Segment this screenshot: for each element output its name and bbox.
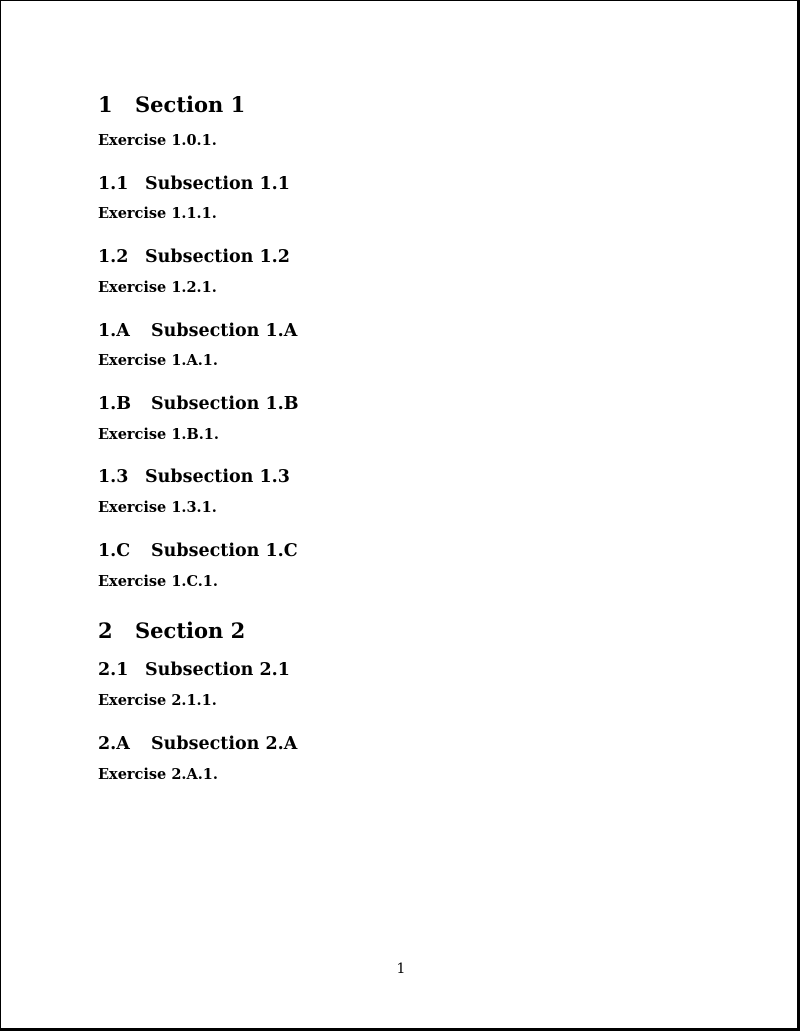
section-title: Section 2 — [135, 618, 246, 643]
section-title: Section 1 — [135, 92, 246, 117]
page-number: 1 — [396, 961, 406, 977]
subsection-heading — [98, 394, 299, 414]
subsection-title: Subsection 1.1 — [145, 174, 290, 194]
exercise-label: Exercise 1.A.1. — [98, 352, 218, 369]
section-heading — [98, 618, 245, 643]
subsection-title: Subsection 1.3 — [145, 467, 290, 487]
subsection-heading — [98, 247, 290, 267]
exercise-label: Exercise 2.1.1. — [98, 692, 217, 709]
subsection-heading — [98, 321, 297, 341]
exercise-label: Exercise 1.C.1. — [98, 573, 218, 590]
subsection-number: 2.A — [98, 734, 130, 754]
section-number: 2 — [98, 618, 113, 643]
subsection-number: 1.2 — [98, 247, 129, 267]
subsection-title: Subsection 1.C — [151, 541, 298, 561]
exercise-label: Exercise 1.2.1. — [98, 279, 217, 296]
section-heading — [98, 92, 245, 117]
subsection-number: 2.1 — [98, 660, 129, 680]
subsection-heading — [98, 174, 290, 194]
subsection-number: 1.1 — [98, 174, 129, 194]
exercise-label: Exercise 1.1.1. — [98, 205, 217, 222]
subsection-heading — [98, 467, 290, 487]
subsection-number: 1.A — [98, 321, 130, 341]
exercise-label: Exercise 1.B.1. — [98, 426, 219, 443]
exercise-label: Exercise 1.0.1. — [98, 132, 217, 149]
subsection-title: Subsection 2.A — [151, 734, 298, 754]
subsection-heading — [98, 734, 297, 754]
subsection-number: 1.3 — [98, 467, 129, 487]
subsection-heading — [98, 660, 290, 680]
subsection-title: Subsection 1.2 — [145, 247, 290, 267]
exercise-label: Exercise 1.3.1. — [98, 499, 217, 516]
subsection-number: 1.C — [98, 541, 131, 561]
subsection-number: 1.B — [98, 394, 132, 414]
subsection-heading — [98, 541, 298, 561]
exercise-label: Exercise 2.A.1. — [98, 766, 218, 783]
subsection-title: Subsection 1.B — [151, 394, 299, 414]
subsection-title: Subsection 1.A — [151, 321, 298, 341]
subsection-title: Subsection 2.1 — [145, 660, 290, 680]
section-number: 1 — [98, 92, 113, 117]
